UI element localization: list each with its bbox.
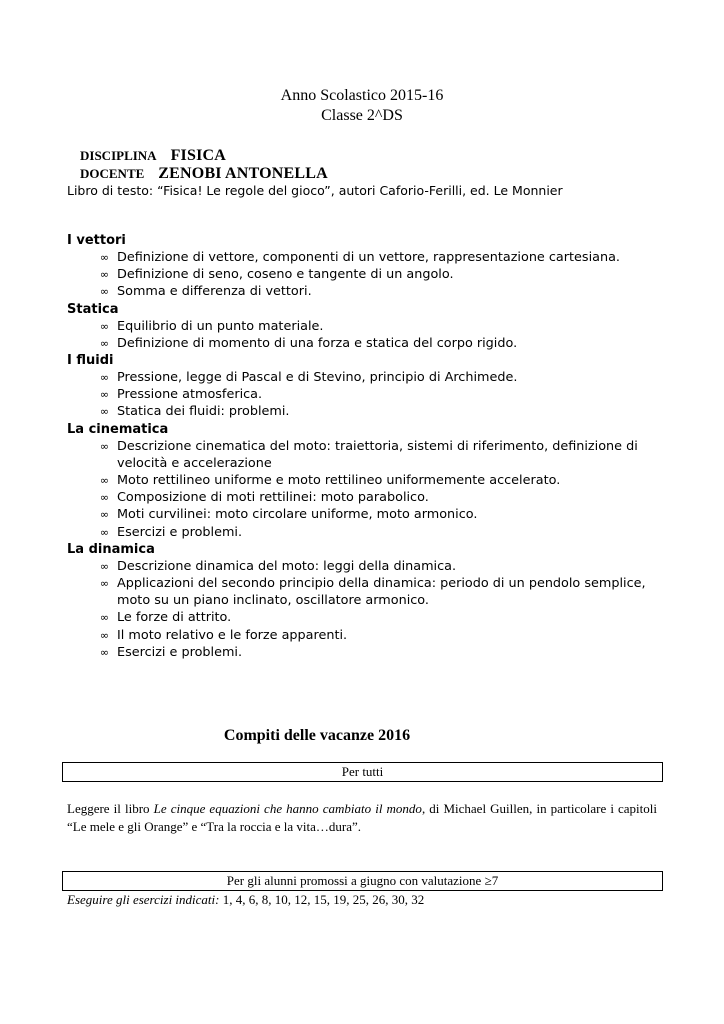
list-item-text: Equilibrio di un punto materiale.	[117, 318, 324, 334]
teacher-row	[80, 165, 328, 183]
list-item-text: Definizione di seno, coseno e tangente di un angolo.	[117, 267, 454, 283]
infinity-bullet-icon: ∞	[99, 628, 109, 642]
list-item-text: Esercizi e problemi.	[117, 524, 243, 540]
list-item	[67, 609, 667, 626]
list-item	[67, 472, 667, 489]
list-item-text: Moto rettilineo uniforme e moto rettilineo uniformemente accelerato.	[117, 473, 561, 489]
list-item	[67, 249, 667, 266]
list-item-text: Statica dei fluidi: problemi.	[117, 404, 290, 420]
reading-prefix: Leggere il libro	[67, 801, 154, 816]
infinity-bullet-icon: ∞	[99, 285, 109, 299]
textbook-line: Libro di testo: “Fisica! Le regole del gioco”, autori Caforio-Ferilli, ed. Le Monnier	[67, 183, 563, 198]
list-item	[67, 575, 667, 609]
list-item-text: Il moto relativo e le forze apparenti.	[117, 627, 348, 643]
list-item	[67, 558, 667, 575]
infinity-bullet-icon: ∞	[99, 388, 109, 402]
list-item-text: Pressione, legge di Pascal e di Stevino, principio di Archimede.	[117, 370, 518, 386]
reading-suffix: , di Michael Guillen, in particolare i capitoli “Le mele e gli Orange” e “Tra la roccia e la vita…dura”.	[67, 801, 657, 834]
list-item-text: Le forze di attrito.	[117, 610, 232, 626]
infinity-bullet-icon: ∞	[99, 645, 109, 659]
infinity-bullet-icon: ∞	[99, 474, 109, 488]
teacher-label: DOCENTE	[80, 166, 145, 181]
list-item	[67, 318, 667, 335]
list-item-text: Descrizione cinematica del moto: traiettoria, sistemi di riferimento, definizione di velocità e accelerazione	[117, 438, 638, 471]
topic-title: I fluidi	[67, 353, 114, 369]
topic-title: I vettori	[67, 233, 126, 248]
infinity-bullet-icon: ∞	[99, 559, 109, 573]
box-all-students: Per tutti	[62, 762, 663, 782]
list-item	[67, 644, 667, 661]
infinity-bullet-icon: ∞	[99, 611, 109, 625]
list-item-text: Pressione atmosferica.	[117, 387, 263, 403]
box-promoted-students: Per gli alunni promossi a giugno con valutazione ≥7	[62, 871, 663, 891]
class-name: Classe 2^DS	[321, 107, 403, 124]
assignments-title: Compiti delle vacanze 2016	[223, 727, 411, 744]
list-item-text: Definizione di momento di una forza e statica del corpo rigido.	[117, 335, 518, 351]
list-item-text: Moti curvilinei: moto circolare uniforme, moto armonico.	[117, 507, 478, 523]
list-item-text: Descrizione dinamica del moto: leggi della dinamica.	[117, 558, 457, 574]
infinity-bullet-icon: ∞	[99, 577, 109, 591]
infinity-bullet-icon: ∞	[99, 371, 109, 385]
infinity-bullet-icon: ∞	[99, 508, 109, 522]
infinity-bullet-icon: ∞	[99, 525, 109, 539]
discipline-value: FISICA	[170, 147, 227, 164]
infinity-bullet-icon: ∞	[99, 336, 109, 350]
discipline-row	[80, 147, 226, 165]
list-item	[67, 369, 667, 386]
list-item	[67, 506, 667, 523]
topic-title: La dinamica	[67, 541, 155, 557]
infinity-bullet-icon: ∞	[99, 251, 109, 264]
exercises-label: Eseguire gli esercizi indicati:	[67, 892, 220, 907]
program-list	[67, 232, 667, 661]
list-item	[67, 283, 667, 300]
infinity-bullet-icon: ∞	[99, 405, 109, 419]
document-header	[0, 86, 724, 126]
list-item-text: Esercizi e problemi.	[117, 644, 243, 660]
list-item-text: Somma e differenza di vettori.	[117, 284, 312, 300]
infinity-bullet-icon: ∞	[99, 491, 109, 505]
exercises-line	[67, 892, 424, 908]
infinity-bullet-icon: ∞	[99, 268, 109, 282]
reading-book-title: Le cinque equazioni che hanno cambiato il mondo	[153, 801, 422, 816]
list-item	[67, 335, 667, 352]
exercises-list: 1, 4, 6, 8, 10, 12, 15, 19, 25, 26, 30, 32	[219, 892, 425, 907]
list-item	[67, 524, 667, 541]
infinity-bullet-icon: ∞	[99, 319, 109, 333]
list-item	[67, 438, 667, 472]
teacher-value: ZENOBI ANTONELLA	[158, 165, 328, 182]
reading-assignment	[67, 800, 657, 836]
topic-title: La cinematica	[67, 421, 169, 437]
list-item-text: Composizione di moti rettilinei: moto parabolico.	[117, 490, 429, 506]
list-item	[67, 386, 667, 403]
list-item	[67, 266, 667, 283]
infinity-bullet-icon: ∞	[99, 439, 109, 453]
school-year: Anno Scolastico 2015-16	[280, 87, 444, 104]
topic-title: Statica	[67, 301, 119, 317]
discipline-label: DISCIPLINA	[80, 148, 157, 163]
list-item-text: Applicazioni del secondo principio della dinamica: periodo di un pendolo semplice, moto su un piano inclinato, oscillatore armonico.	[117, 576, 646, 609]
list-item-text: Definizione di vettore, componenti di un vettore, rappresentazione cartesiana.	[117, 250, 620, 265]
list-item	[67, 489, 667, 506]
list-item	[67, 403, 667, 420]
list-item	[67, 627, 667, 644]
